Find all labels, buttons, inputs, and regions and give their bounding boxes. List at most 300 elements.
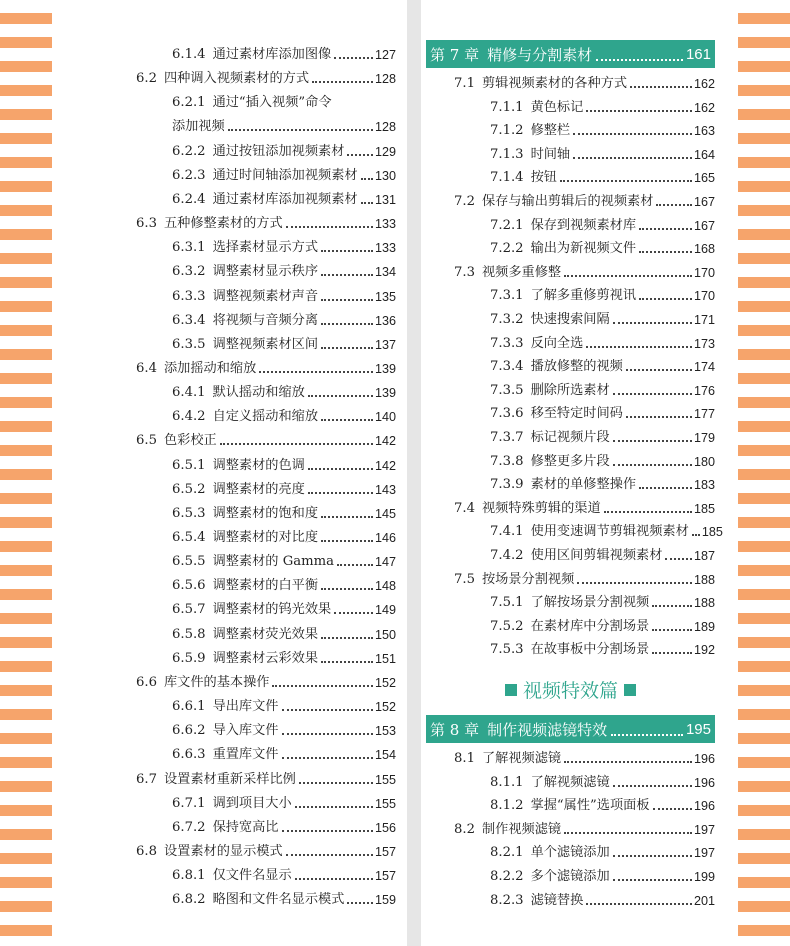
toc-page-number: 139 [374, 361, 396, 376]
toc-entry-title: 调整素材的色调 [212, 457, 305, 473]
toc-page-number: 154 [374, 748, 396, 763]
toc-page-number: 165 [693, 171, 715, 186]
toc-entry-number: 6.8.2 [172, 892, 206, 908]
toc-section-entry [454, 817, 715, 839]
dot-leader [337, 564, 373, 566]
toc-entry-number: 6.4 [136, 360, 157, 376]
dot-leader [295, 878, 373, 880]
dot-leader [564, 275, 692, 277]
toc-entry-title: 了解视频滤镜 [530, 774, 610, 790]
toc-entry-title: 使用变速调节剪辑视频素材 [530, 524, 689, 540]
toc-subsection-entry [172, 863, 396, 885]
toc-subsection-entry [490, 401, 715, 423]
toc-entry-title: 修整栏 [530, 123, 571, 139]
toc-entry-number: 7.1.3 [490, 146, 524, 162]
toc-page-number: 174 [693, 360, 715, 375]
toc-page-number: 163 [693, 124, 715, 139]
toc-entry-number: 7.1.1 [490, 99, 524, 115]
toc-page-number: 156 [374, 820, 396, 835]
toc-page-number: 133 [374, 241, 396, 256]
toc-subsection-entry [490, 472, 715, 494]
toc-page-number: 135 [374, 289, 396, 304]
dot-leader [611, 722, 683, 736]
toc-entry-title: 单个滤镜添加 [530, 845, 610, 861]
toc-entry-number: 6.5.4 [172, 530, 206, 545]
dot-leader [308, 468, 373, 470]
toc-page-number: 187 [693, 549, 715, 563]
toc-entry-title: 调整素材的 Gamma [212, 554, 334, 570]
toc-chapter-header [426, 40, 715, 68]
toc-entry-title: 选择素材显示方式 [212, 240, 319, 256]
toc-page-number: 168 [693, 242, 715, 257]
toc-page-number: 176 [693, 383, 715, 398]
toc-entry-title: 通过时间轴添加视频素材 [212, 167, 358, 183]
toc-page-number: 199 [693, 870, 715, 884]
toc-page-number: 142 [374, 434, 396, 449]
toc-page-number: 164 [693, 147, 715, 162]
dot-leader [613, 464, 692, 466]
dot-leader [573, 157, 692, 159]
toc-subsection-entry [172, 284, 396, 306]
right-stripe-border [738, 0, 790, 946]
toc-page-number: 128 [374, 120, 396, 135]
toc-page-number: 170 [693, 289, 715, 304]
toc-entry-title: 按场景分割视频 [481, 571, 575, 587]
dot-leader [613, 855, 692, 857]
toc-entry-title: 修整更多片段 [530, 453, 610, 469]
toc-section-entry [454, 189, 715, 211]
toc-section-entry [136, 211, 396, 233]
dot-leader [656, 204, 692, 206]
toc-page-number: 145 [374, 506, 396, 521]
toc-entry-title: 多个滤镜添加 [530, 869, 610, 884]
toc-entry-number: 6.5.5 [172, 554, 206, 570]
toc-entry-number: 7.4 [454, 500, 475, 516]
dot-leader [596, 47, 683, 61]
toc-subsection-entry [490, 307, 715, 329]
toc-entry-number: 7.5 [454, 571, 475, 587]
toc-entry-number: 6.6.1 [172, 699, 206, 715]
dot-leader [639, 298, 692, 300]
toc-entry-title: 略图和文件名显示模式 [212, 892, 345, 908]
toc-entry-number: 7.4.2 [490, 548, 524, 563]
toc-section-entry [136, 66, 396, 88]
toc-subsection-entry [490, 425, 715, 447]
toc-entry-title: 素材的单修整操作 [530, 477, 637, 493]
toc-entry-number: 6.7.1 [172, 795, 206, 811]
toc-subsection-entry [172, 477, 396, 499]
toc-section-entry [136, 767, 396, 789]
toc-page-number: 149 [374, 603, 396, 618]
toc-subsection-entry [172, 694, 396, 716]
dot-leader [321, 299, 373, 301]
toc-entry-title: 仅文件名显示 [212, 868, 292, 884]
dot-leader [613, 322, 692, 324]
toc-entry-number: 8.1.1 [490, 774, 524, 790]
toc-entry-number: 6.2.3 [172, 167, 206, 183]
toc-subsection-entry [172, 90, 396, 112]
toc-section-entry [454, 71, 715, 93]
toc-entry-number: 8.2 [454, 821, 475, 837]
toc-subsection-entry [490, 543, 715, 565]
dot-leader [321, 347, 373, 349]
toc-page-number: 157 [374, 869, 396, 884]
toc-entry-title: 调整素材云彩效果 [212, 650, 319, 666]
dot-leader [626, 369, 692, 371]
toc-subsection-entry [490, 331, 715, 353]
toc-entry-number: 6.2 [136, 71, 157, 87]
toc-subsection-entry [172, 718, 396, 740]
toc-entry-title: 保持宽高比 [212, 819, 279, 835]
toc-entry-number: 6.1.4 [172, 47, 206, 62]
toc-entry-number: 6.6 [136, 674, 157, 690]
toc-subsection-entry [490, 283, 715, 305]
column-divider [407, 0, 421, 946]
toc-entry-title: 保存与输出剪辑后的视频素材 [481, 194, 654, 209]
toc-entry-number: 8.2.1 [490, 845, 524, 861]
dot-leader [286, 226, 373, 228]
toc-entry-title: 视频多重修整 [481, 264, 562, 280]
toc-page-number: 151 [374, 651, 396, 666]
dot-leader [220, 443, 373, 445]
toc-page-number: 185 [701, 525, 723, 540]
toc-page-number: 196 [693, 799, 715, 814]
toc-entry-title: 五种修整素材的方式 [163, 216, 283, 232]
toc-page-number: 197 [693, 822, 715, 837]
toc-page-number: 201 [693, 893, 715, 908]
toc-subsection-entry [490, 142, 715, 164]
toc-entry-title: 滤镜替换 [530, 892, 584, 908]
toc-subsection-entry [172, 549, 396, 571]
toc-page-number: 179 [693, 431, 715, 445]
toc-entry-number: 6.5.1 [172, 457, 206, 473]
dot-leader [361, 202, 373, 204]
toc-subsection-entry [172, 114, 396, 136]
toc-entry-number: 6.3.5 [172, 336, 206, 352]
toc-entry-number: 7.5.2 [490, 618, 524, 634]
toc-entry-title: 导入库文件 [212, 723, 279, 739]
toc-entry-title: 黄色标记 [530, 99, 584, 115]
dot-leader [613, 879, 692, 881]
toc-entry-number: 6.5.9 [172, 650, 206, 666]
toc-entry-title: 调整素材显示秩序 [212, 264, 319, 280]
dot-leader [312, 81, 373, 83]
toc-chapter-header [426, 715, 715, 743]
dot-leader [361, 178, 373, 180]
dot-leader [334, 612, 373, 614]
toc-entry-number: 7.3.4 [490, 359, 524, 375]
dot-leader [586, 110, 692, 112]
toc-entry-number: 6.3.1 [172, 240, 206, 256]
toc-subsection-entry [172, 187, 396, 209]
toc-section-entry [454, 567, 715, 589]
toc-subsection-entry [490, 770, 715, 792]
toc-entry-title: 导出库文件 [212, 699, 279, 715]
toc-page-number: 189 [693, 619, 715, 634]
toc-page-number: 148 [374, 579, 396, 594]
toc-entry-title: 添加摇动和缩放 [163, 360, 257, 376]
toc-entry-number: 7.5.1 [490, 595, 524, 611]
dot-leader [626, 416, 692, 418]
toc-subsection-entry [490, 449, 715, 471]
toc-page-number: 139 [374, 386, 396, 401]
toc-page-number: 130 [374, 168, 396, 183]
toc-entry-title: 了解视频滤镜 [481, 751, 562, 766]
dot-leader [639, 487, 692, 489]
dot-leader [321, 516, 373, 518]
toc-subsection-entry [172, 453, 396, 475]
toc-subsection-entry [172, 501, 396, 523]
dot-leader [228, 129, 373, 131]
toc-entry-title: 了解按场景分割视频 [530, 595, 650, 611]
toc-entry-number: 6.4.1 [172, 385, 206, 401]
toc-subsection-entry [172, 791, 396, 813]
toc-entry-title: 掌握“属性”选项面板 [530, 798, 650, 814]
toc-subsection-entry [490, 637, 715, 659]
toc-entry-title: 调到项目大小 [212, 795, 292, 811]
toc-entry-title: 通过“插入视频”命令 [212, 95, 332, 111]
toc-entry-title: 制作视频滤镜 [481, 821, 562, 837]
toc-entry-number: 6.6.2 [172, 723, 206, 739]
toc-page-number: 188 [693, 572, 715, 587]
dot-leader [321, 661, 373, 663]
toc-page-number: 153 [374, 724, 396, 739]
toc-page-number: 180 [693, 454, 715, 469]
toc-subsection-entry [490, 213, 715, 235]
toc-entry-number: 7.2.2 [490, 241, 524, 257]
toc-subsection-entry [172, 742, 396, 764]
toc-subsection-entry [490, 236, 715, 258]
toc-entry-number: 7.3.5 [490, 382, 524, 398]
toc-subsection-entry [172, 646, 396, 668]
dot-leader [347, 902, 373, 904]
toc-page-number: 161 [685, 45, 711, 63]
toc-subsection-entry [490, 590, 715, 612]
toc-subsection-entry [172, 139, 396, 161]
toc-entry-number: 7.1.2 [490, 123, 524, 139]
dot-leader [347, 154, 373, 156]
toc-entry-number: 7.1 [454, 76, 475, 91]
toc-page-number: 155 [374, 796, 396, 811]
toc-subsection-entry [172, 332, 396, 354]
toc-page-number: 137 [374, 337, 396, 352]
dot-leader [630, 86, 692, 88]
toc-page-number: 185 [693, 501, 715, 516]
dot-leader [613, 440, 692, 442]
toc-entry-number: 6.8.1 [172, 868, 206, 884]
toc-page-number: 173 [693, 336, 715, 351]
toc-entry-title: 在素材库中分割场景 [530, 618, 650, 634]
toc-page-number: 196 [693, 775, 715, 790]
dot-leader [564, 832, 692, 834]
dot-leader [653, 808, 692, 810]
dot-leader [334, 57, 373, 59]
toc-entry-number: 6.2.1 [172, 95, 206, 111]
toc-section-entry [136, 428, 396, 450]
toc-entry-number: 7.3 [454, 264, 475, 280]
toc-entry-number: 6.7.2 [172, 819, 206, 835]
toc-page-number: 129 [374, 144, 396, 159]
toc-page-number: 157 [374, 844, 396, 859]
toc-entry-number: 6.2.4 [172, 191, 206, 207]
toc-entry-number: 第 8 章 [430, 720, 480, 739]
toc-subsection-entry [490, 840, 715, 862]
toc-entry-title: 剪辑视频素材的各种方式 [481, 76, 628, 91]
toc-page-number: 152 [374, 700, 396, 715]
toc-subsection-entry [490, 614, 715, 636]
toc-entry-number: 7.2 [454, 194, 475, 209]
dot-leader [577, 582, 692, 584]
toc-entry-title: 调整素材的白平衡 [212, 578, 319, 594]
toc-entry-number: 6.5.7 [172, 602, 206, 618]
dot-leader [665, 558, 692, 560]
dot-leader [295, 806, 373, 808]
toc-page-number: 127 [374, 48, 396, 62]
dot-leader [652, 605, 692, 607]
toc-entry-number: 6.8 [136, 843, 157, 859]
toc-entry-number: 7.4.1 [490, 524, 524, 540]
toc-subsection-entry [172, 815, 396, 837]
toc-page-number: 152 [374, 675, 396, 690]
toc-entry-title: 制作视频滤镜特效 [487, 720, 608, 739]
toc-page-number: 150 [374, 627, 396, 642]
dot-leader [282, 709, 373, 711]
toc-page-number: 134 [374, 265, 396, 280]
toc-entry-number: 8.2.3 [490, 892, 524, 908]
toc-page-number: 177 [693, 407, 715, 422]
toc-entry-number: 7.5.3 [490, 642, 524, 658]
toc-entry-number: 7.2.1 [490, 217, 524, 233]
part-title-banner [426, 677, 715, 705]
toc-entry-title: 使用区间剪辑视频素材 [530, 548, 663, 563]
toc-entry-title: 快速搜索间隔 [530, 312, 610, 327]
toc-entry-number: 7.1.4 [490, 170, 524, 186]
toc-subsection-entry [172, 380, 396, 402]
toc-subsection-entry [490, 354, 715, 376]
left-stripe-border [0, 0, 52, 946]
toc-subsection-entry [172, 163, 396, 185]
toc-subsection-entry [172, 42, 396, 64]
toc-entry-title: 调整视频素材声音 [212, 288, 319, 304]
toc-entry-number: 6.2.2 [172, 143, 206, 159]
toc-entry-title: 将视频与音频分离 [212, 312, 319, 328]
toc-subsection-entry [172, 259, 396, 281]
toc-subsection-entry [490, 118, 715, 140]
dot-leader [652, 629, 692, 631]
dot-leader [308, 395, 373, 397]
dot-leader [564, 761, 692, 763]
dot-leader [308, 492, 373, 494]
toc-entry-title: 调整视频素材区间 [212, 336, 319, 352]
toc-entry-title: 默认摇动和缩放 [212, 385, 305, 401]
toc-page-number: 162 [693, 77, 715, 91]
dot-leader [560, 180, 692, 182]
toc-page-number: 192 [693, 643, 715, 658]
toc-subsection-entry [172, 404, 396, 426]
toc-entry-title: 时间轴 [530, 146, 571, 162]
toc-entry-title: 移至特定时间码 [530, 406, 623, 422]
toc-section-entry [454, 260, 715, 282]
toc-entry-title: 精修与分割素材 [487, 45, 593, 64]
toc-entry-number: 6.3.4 [172, 312, 206, 328]
toc-subsection-entry [490, 864, 715, 886]
toc-entry-number: 7.3.9 [490, 477, 524, 493]
toc-entry-number: 6.5.8 [172, 626, 206, 642]
dot-leader [639, 251, 692, 253]
toc-subsection-entry [172, 622, 396, 644]
toc-entry-title: 调整素材的饱和度 [212, 505, 319, 521]
toc-page-number: 128 [374, 72, 396, 87]
toc-page-number: 167 [693, 195, 715, 209]
toc-entry-number: 6.3 [136, 216, 157, 232]
toc-section-entry [454, 746, 715, 768]
toc-entry-number: 6.3.3 [172, 288, 206, 304]
dot-leader [282, 757, 373, 759]
toc-subsection-entry [172, 597, 396, 619]
toc-entry-number: 7.3.1 [490, 288, 524, 304]
toc-page-number: 197 [693, 846, 715, 861]
toc-page-number: 162 [693, 100, 715, 115]
dot-leader [639, 228, 692, 230]
toc-entry-title: 删除所选素材 [530, 382, 610, 398]
toc-page-number: 143 [374, 482, 396, 497]
dot-leader [282, 830, 373, 832]
toc-entry-title: 反向全选 [530, 335, 584, 351]
toc-entry-title: 自定义摇动和缩放 [212, 409, 319, 425]
dot-leader [321, 540, 373, 542]
toc-subsection-entry [172, 525, 396, 547]
toc-entry-number: 6.7 [136, 771, 157, 787]
toc-page-number: 159 [374, 893, 396, 908]
toc-entry-title: 设置素材重新采样比例 [163, 771, 296, 787]
toc-page-number: 140 [374, 410, 396, 425]
toc-entry-number: 6.5.2 [172, 481, 206, 497]
dot-leader [652, 652, 692, 654]
toc-entry-title: 四种调入视频素材的方式 [163, 71, 310, 87]
toc-entry-number: 7.3.6 [490, 406, 524, 422]
toc-entry-number: 6.6.3 [172, 747, 206, 763]
square-bullet-icon [624, 684, 636, 696]
toc-entry-title: 通过素材库添加视频素材 [212, 191, 358, 207]
toc-entry-title: 重置库文件 [212, 747, 279, 763]
toc-section-entry [136, 356, 396, 378]
dot-leader [613, 785, 692, 787]
toc-entry-title: 标记视频片段 [530, 430, 610, 445]
dot-leader [282, 733, 373, 735]
toc-subsection-entry [172, 235, 396, 257]
dot-leader [573, 133, 692, 135]
toc-entry-number: 第 7 章 [430, 45, 480, 64]
toc-entry-number: 7.3.3 [490, 335, 524, 351]
dot-leader [272, 685, 373, 687]
toc-subsection-entry [490, 95, 715, 117]
toc-entry-title: 设置素材的显示模式 [163, 843, 283, 859]
toc-page-number: 147 [374, 555, 396, 570]
dot-leader [613, 393, 692, 395]
toc-page-number: 133 [374, 217, 396, 232]
dot-leader [321, 588, 373, 590]
toc-entry-number: 7.3.2 [490, 312, 524, 327]
dot-leader [692, 534, 700, 536]
dot-leader [321, 323, 373, 325]
toc-entry-title: 了解多重修剪视讯 [530, 288, 637, 304]
toc-entry-title: 库文件的基本操作 [163, 674, 270, 690]
toc-section-entry [454, 496, 715, 518]
dot-leader [286, 854, 373, 856]
toc-entry-number: 6.3.2 [172, 264, 206, 280]
toc-subsection-entry [490, 793, 715, 815]
toc-page-number: 131 [374, 192, 396, 207]
